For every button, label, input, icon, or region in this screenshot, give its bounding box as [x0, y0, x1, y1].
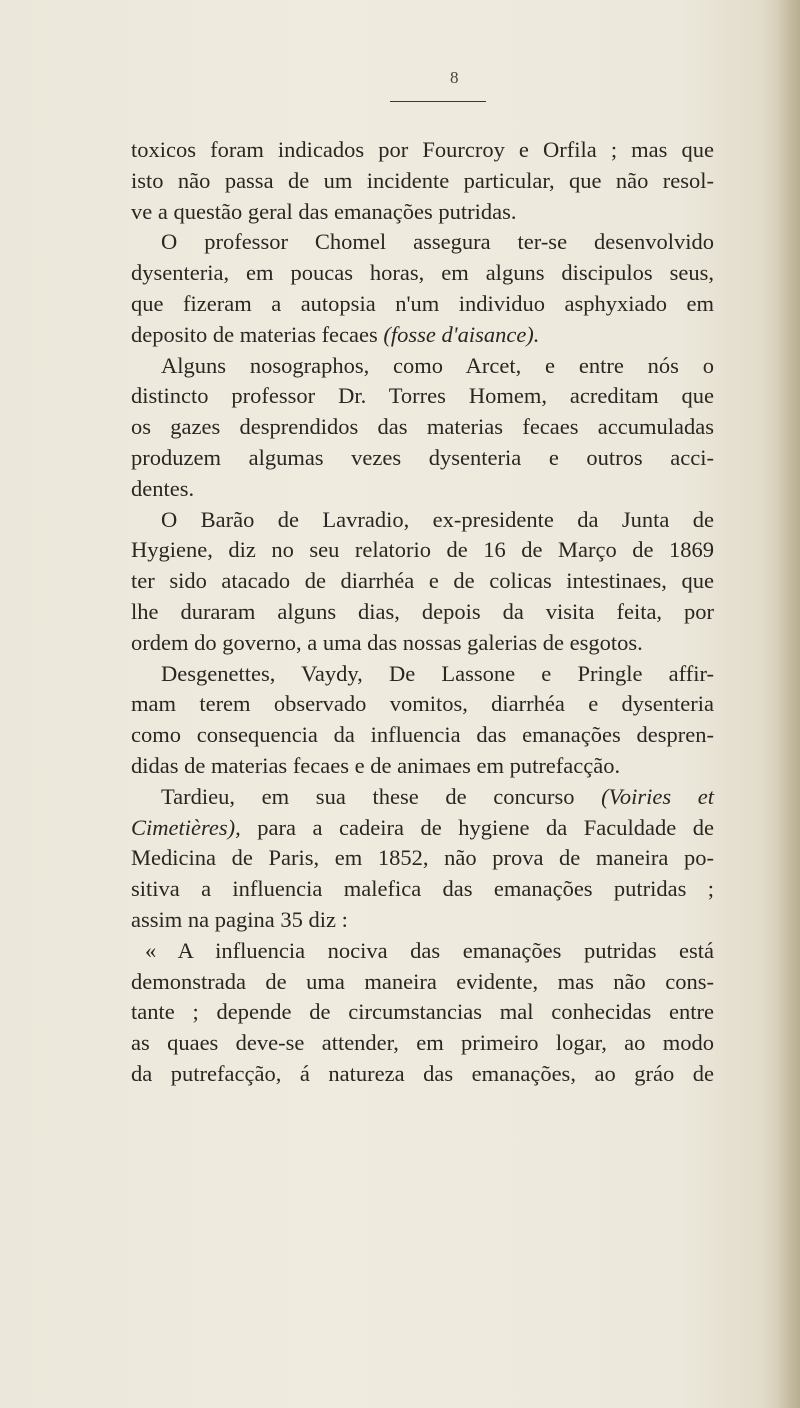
text-line: « A influencia nociva das emanações putridas está	[145, 937, 714, 963]
text-line: toxicos foram indicados por Fourcroy e Orfila ; mas que	[131, 137, 714, 162]
text-line: isto não passa de um incidente particular, que não resol-	[131, 167, 714, 193]
text-span: deposito de materias fecaes	[131, 321, 378, 347]
text-line: ordem do governo, a uma das nossas galerias de esgotos.	[131, 629, 643, 655]
text-line: os gazes desprendidos das materias fecaes accumuladas	[131, 414, 714, 440]
body-text	[131, 135, 714, 1090]
text-line: da putrefacção, á natureza das emanações, ao gráo de	[131, 1060, 714, 1086]
text-line: demonstrada de uma maneira evidente, mas não cons-	[131, 968, 714, 994]
text-line: tante ; depende de circumstancias mal conhecidas entre	[131, 999, 714, 1025]
text-line: ter sido atacado de diarrhéa e de colicas intestinaes, que	[131, 568, 714, 594]
italic-term: Cimetières),	[131, 814, 241, 840]
text-line: Desgenettes, Vaydy, De Lassone e Pringle affir-	[161, 660, 714, 686]
text-line: sitiva a influencia malefica das emanações putridas ;	[131, 876, 714, 902]
text-line: como consequencia da influencia das emanações despren-	[131, 722, 714, 748]
text-line: O professor Chomel assegura ter-se desenvolvido	[161, 229, 714, 255]
text-line: dysenteria, em poucas horas, em alguns discipulos seus,	[131, 260, 714, 286]
text-line: distincto professor Dr. Torres Homem, acreditam que	[131, 383, 714, 409]
italic-term: (fosse d'aisance).	[383, 321, 540, 347]
text-line: assim na pagina 35 diz :	[131, 906, 348, 932]
text-line: produzem algumas vezes dysenteria e outros acci-	[131, 444, 714, 470]
text-line: que fizeram a autopsia n'um individuo asphyxiado em	[131, 290, 714, 316]
page-number: 8	[450, 68, 459, 87]
text-line: mam terem observado vomitos, diarrhéa e dysenteria	[131, 691, 714, 717]
text-line: O Barão de Lavradio, ex-presidente da Junta de	[161, 506, 714, 532]
text-line: Hygiene, diz no seu relatorio de 16 de Março de 1869	[131, 537, 714, 563]
text-line	[131, 813, 714, 844]
text-line: didas de materias fecaes e de animaes em putrefacção.	[131, 752, 621, 778]
text-span: para a cadeira de hygiene da Faculdade de	[257, 814, 714, 840]
text-line: as quaes deve-se attender, em primeiro logar, ao modo	[131, 1030, 714, 1056]
text-line: Alguns nosographos, como Arcet, e entre nós o	[161, 352, 714, 378]
text-line: lhe duraram alguns dias, depois da visita feita, por	[131, 598, 714, 624]
text-line	[131, 320, 714, 351]
page-edge-shadow	[778, 0, 800, 1408]
italic-term: (Voiries et	[601, 783, 715, 809]
text-line: Medicina de Paris, em 1852, não prova de maneira po-	[131, 845, 714, 871]
header-rule	[390, 101, 486, 102]
text-line	[131, 782, 714, 813]
text-line: dentes.	[131, 475, 195, 501]
text-line: ve a questão geral das emanações putridas.	[131, 198, 517, 224]
text-span: Tardieu, em sua these de concurso	[161, 783, 575, 809]
